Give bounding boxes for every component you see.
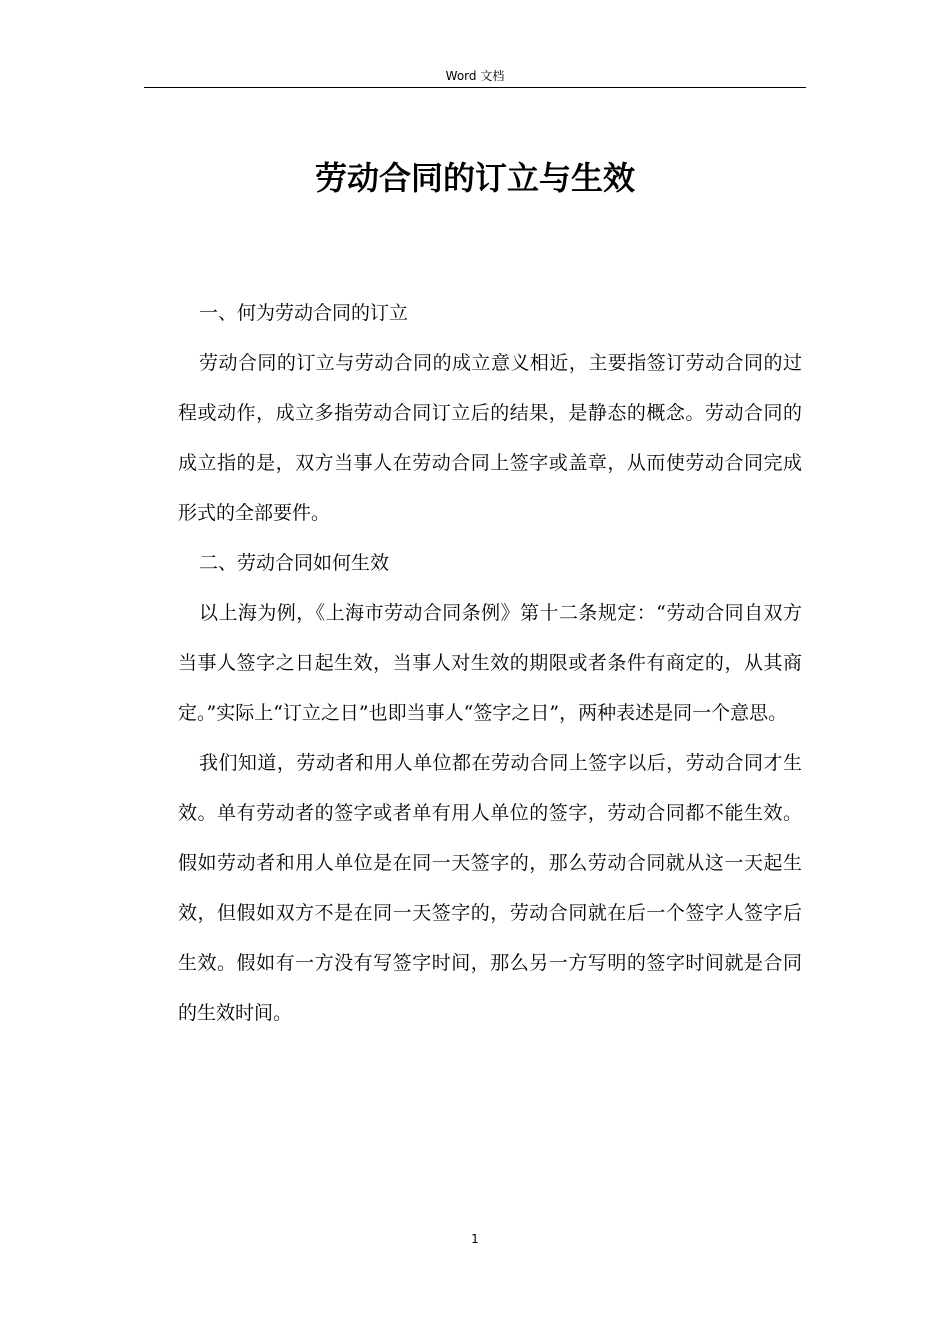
page-number: 1 <box>471 1232 479 1246</box>
page-header: Word 文档 <box>445 69 505 83</box>
header-divider <box>144 87 806 88</box>
section-heading-1: 一、何为劳动合同的订立 <box>199 302 409 324</box>
paragraph: 以上海为例，《上海市劳动合同条例》第十二条规定：“劳动合同自双方当事人签字之日起生效，当事人对生效的期限或者条件有商定的，从其商定。”实际上“订立之日”也即当事人“签字之日”，两种表述是同一个意思。 <box>178 602 802 724</box>
document-body <box>178 288 802 1038</box>
paragraph: 我们知道，劳动者和用人单位都在劳动合同上签字以后，劳动合同才生效。单有劳动者的签字或者单有用人单位的签字，劳动合同都不能生效。假如劳动者和用人单位是在同一天签字的，那么劳动合同就从这一天起生效，但假如双方不是在同一天签字的，劳动合同就在后一个签字人签字后生效。假如有一方没有写签字时间，那么另一方写明的签字时间就是合同的生效时间。 <box>178 752 802 1024</box>
section-heading-2: 二、劳动合同如何生效 <box>199 552 390 574</box>
document-title: 劳动合同的订立与生效 <box>314 159 635 197</box>
paragraph: 劳动合同的订立与劳动合同的成立意义相近，主要指签订劳动合同的过程或动作，成立多指劳动合同订立后的结果，是静态的概念。劳动合同的成立指的是，双方当事人在劳动合同上签字或盖章，从而使劳动合同完成形式的全部要件。 <box>178 352 802 524</box>
